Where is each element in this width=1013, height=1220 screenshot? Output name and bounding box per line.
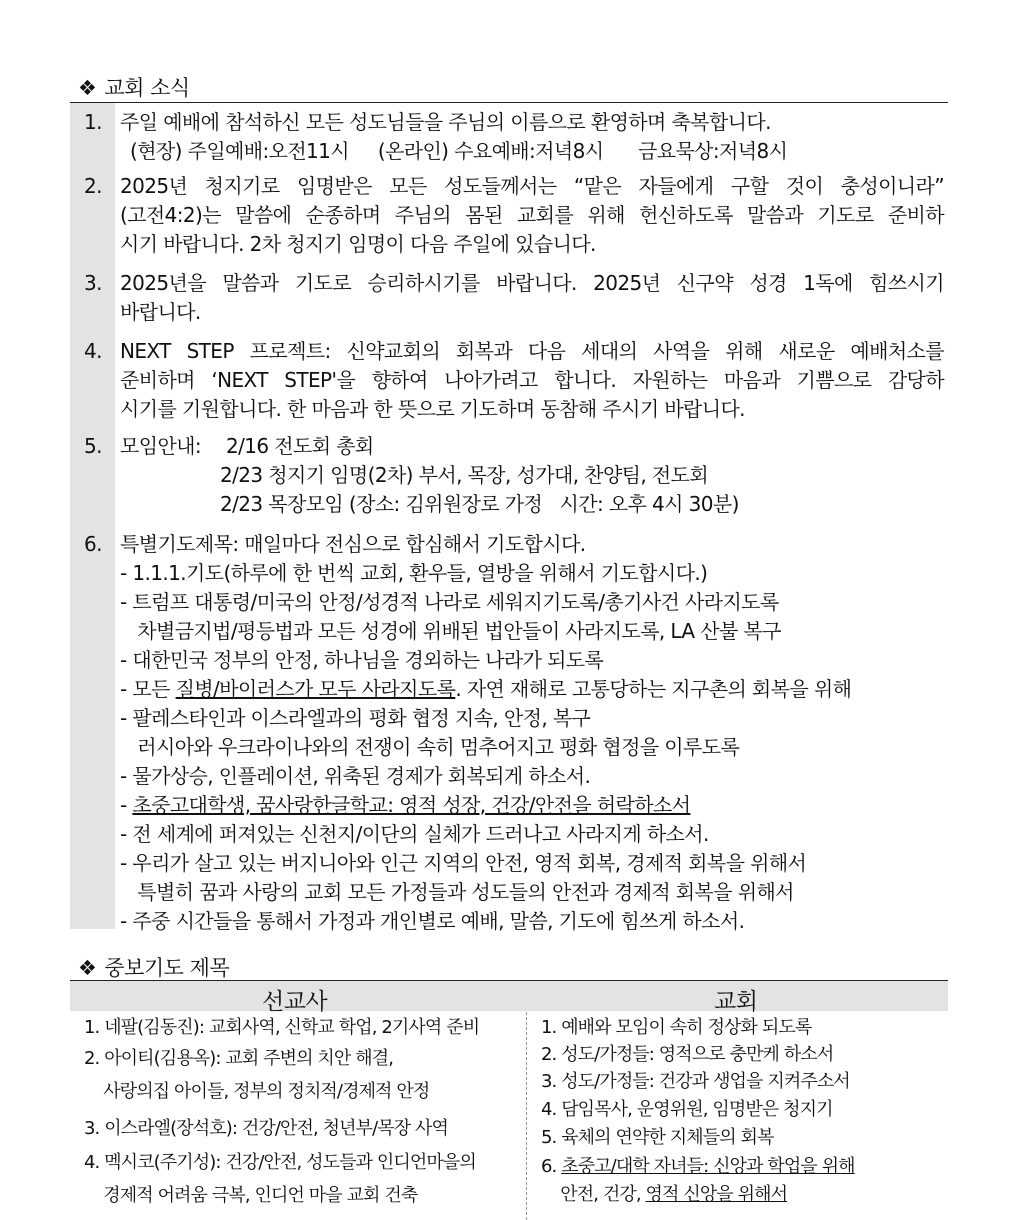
prayer-bullet: - 대한민국 정부의 안정, 하나님을 경외하는 나라가 되도록 [120, 648, 604, 672]
prayer-bullet: - 트럼프 대통령/미국의 안정/성경적 나라로 세워지기도록/총기사건 사라지도록 [120, 590, 779, 614]
prayer-bullet: - 1.1.1.기도(하루에 한 번씩 교회, 환우들, 열방을 위해서 기도합시다.) [120, 561, 708, 585]
prayer-table-header [70, 980, 948, 1015]
item-line: NEXT STEP 프로젝트: 신약교회의 회복과 다음 세대의 사역을 위해 새로운 예배처소를 [120, 339, 944, 363]
church-item-6 [541, 1153, 855, 1180]
diamond-bullet-icon: ❖ [78, 76, 97, 100]
mixed-prefix: - 모든 [120, 677, 176, 701]
missionary-item: 4. 멕시코(주기성): 건강/안전, 성도들과 인디언마을의 [84, 1152, 476, 1173]
worship-times: (현장) 주일예배:오전11시 (온라인) 수요예배:저녁8시 금요묵상:저녁8시 [130, 139, 788, 163]
missionary-item: 1. 네팔(김동진): 교회사역, 신학교 학업, 2기사역 준비 [84, 1017, 480, 1038]
item-line: 준비하며 ‘NEXT STEP'을 향하여 나아가려고 합니다. 자원하는 마음과 기쁨으로 감당하 [120, 368, 944, 392]
item6-prefix: 6. [541, 1156, 562, 1177]
column-divider [526, 1012, 527, 1220]
news-section-title [78, 72, 190, 102]
missionary-column-header: 선교사 [262, 989, 328, 1015]
prayer-bullet: 러시아와 우크라이나와의 전쟁이 속히 멈추어지고 평화 협정을 이루도록 [120, 735, 740, 759]
item6-line2-prefix: 안전, 건강, [541, 1184, 646, 1205]
prayer-bullet-underlined [120, 791, 944, 820]
prayer-bullet: - 우리가 살고 있는 버지니아와 인근 지역의 안전, 영적 회복, 경제적 회복을 위해서 [120, 851, 807, 875]
item-number: 2. [84, 174, 102, 198]
item-line: 시기를 기원합니다. 한 마음과 한 뜻으로 기도하며 동참해 주시기 바랍니다. [120, 397, 745, 421]
missionary-item: 2. 아이티(김용옥): 교회 주변의 치안 해결, [84, 1048, 394, 1069]
church-item: 4. 담임목사, 운영위원, 임명받은 청지기 [541, 1099, 833, 1120]
prayer-bullet: 차별금지법/평등법과 모든 성경에 위배된 법안들이 사라지도록, LA 산불 복구 [120, 619, 781, 643]
prayer-section-title [78, 952, 229, 982]
mixed-underlined: 질병/바이러스가 모두 사라지도록 [175, 677, 456, 701]
item-line: 시기 바랍니다. 2차 청지기 임명이 다음 주일에 있습니다. [120, 232, 596, 256]
underlined-text: 초중고대학생, 꿈사랑한글학교: 영적 성장, 건강/안전을 허락하소서 [132, 793, 691, 817]
church-item: 1. 예배와 모임이 속히 정상화 되도록 [541, 1017, 812, 1038]
item-number: 1. [84, 110, 102, 134]
item-number: 4. [84, 339, 102, 363]
missionary-item: 경제적 어려움 극복, 인디언 마을 교회 건축 [84, 1185, 418, 1206]
meeting-label: 모임안내: [120, 434, 202, 458]
missionary-item: 사랑의집 아이들, 정부의 정치적/경제적 안정 [84, 1081, 430, 1102]
prayer-header: 특별기도제목: 매일마다 전심으로 합심해서 기도합시다. [120, 532, 586, 556]
prayer-bullet-mixed [120, 675, 944, 704]
church-item: 5. 육체의 연약한 지체들의 회복 [541, 1127, 774, 1148]
mixed-suffix: . 자연 재해로 고통당하는 지구촌의 회복을 위해 [455, 677, 852, 701]
prayer-bullet: 특별히 꿈과 사랑의 교회 모든 가정들과 성도들의 안전과 경제적 회복을 위해서 [120, 880, 794, 904]
item6-underlined: 초중고/대학 자녀들: 신앙과 학업을 위해 [561, 1156, 855, 1177]
item-number: 5. [84, 434, 102, 458]
missionary-item: 3. 이스라엘(장석호): 건강/안전, 청년부/목장 사역 [84, 1118, 449, 1139]
item-number: 3. [84, 271, 102, 295]
prayer-bullet: - 전 세계에 퍼져있는 신천지/이단의 실체가 드러나고 사라지게 하소서. [120, 822, 709, 846]
church-column-header: 교회 [714, 989, 758, 1015]
item-line: 바랍니다. [120, 300, 201, 324]
item-line: 주일 예배에 참석하신 모든 성도님들을 주님의 이름으로 환영하며 축복합니다. [120, 110, 771, 134]
prayer-bullet: - 팔레스타인과 이스라엘과의 평화 협정 지속, 안정, 복구 [120, 706, 591, 730]
item6-line2-underlined: 영적 신앙을 위해서 [645, 1184, 788, 1205]
church-item-6-line2 [541, 1181, 787, 1208]
underlined-prefix: - [120, 793, 133, 817]
prayer-bullet: - 주중 시간들을 통해서 가정과 개인별로 예배, 말씀, 기도에 힘쓰게 하소서. [120, 909, 745, 933]
prayer-title-text: 중보기도 제목 [104, 956, 230, 980]
number-column-shade [70, 103, 115, 929]
meeting-line: 2/16 전도회 총회 [226, 434, 374, 458]
item-number: 6. [84, 532, 102, 556]
diamond-bullet-icon: ❖ [78, 956, 97, 980]
news-title-text: 교회 소식 [104, 76, 190, 100]
meeting-line: 2/23 목장모임 (장소: 김위원장로 가정 시간: 오후 4시 30분) [220, 492, 739, 516]
prayer-bullet: - 물가상승, 인플레이션, 위축된 경제가 회복되게 하소서. [120, 764, 591, 788]
meeting-line: 2/23 청지기 임명(2차) 부서, 목장, 성가대, 찬양팀, 전도회 [220, 463, 709, 487]
item-line: 2025년을 말씀과 기도로 승리하시기를 바랍니다. 2025년 신구약 성경 1독에 힘쓰시기 [120, 271, 944, 295]
church-item: 3. 성도/가정들: 건강과 생업을 지켜주소서 [541, 1071, 850, 1092]
news-list [70, 103, 948, 933]
church-item: 2. 성도/가정들: 영적으로 충만케 하소서 [541, 1044, 834, 1065]
item-line: (고전4:2)는 말씀에 순종하며 주님의 몸된 교회를 위해 헌신하도록 말씀과 기도로 준비하 [120, 203, 944, 227]
item-line: 2025년 청지기로 임명받은 모든 성도들께서는 “맡은 자들에게 구할 것이 충성이니라” [120, 174, 944, 198]
